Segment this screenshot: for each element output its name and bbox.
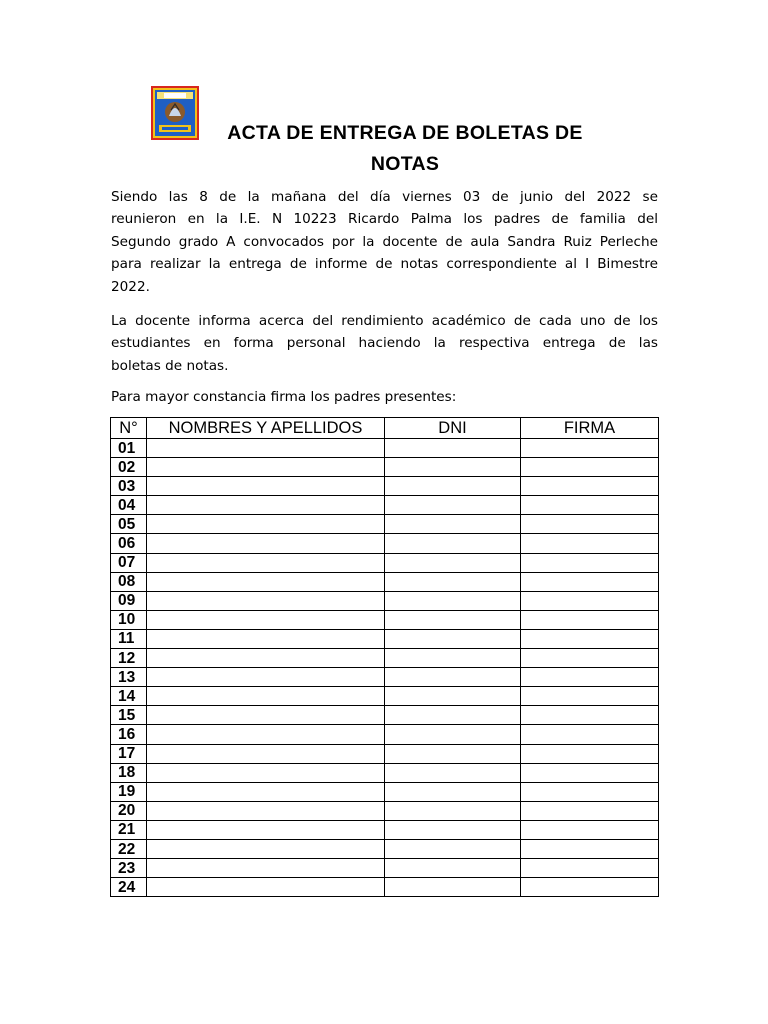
dni-cell[interactable] — [385, 591, 521, 610]
row-number: 11 — [111, 629, 147, 648]
header-number: N° — [111, 418, 147, 439]
report-paragraph — [111, 310, 658, 377]
signature-cell[interactable] — [521, 572, 659, 591]
paragraph-line: estudiantes en forma personal haciendo la respectiva entrega de las — [111, 335, 658, 352]
table-row — [111, 534, 659, 553]
table-row — [111, 649, 659, 668]
name-cell[interactable] — [147, 439, 385, 458]
table-row — [111, 706, 659, 725]
name-cell[interactable] — [147, 610, 385, 629]
table-row — [111, 725, 659, 744]
table-row — [111, 439, 659, 458]
row-number: 13 — [111, 668, 147, 687]
dni-cell[interactable] — [385, 629, 521, 648]
signature-cell[interactable] — [521, 439, 659, 458]
row-number: 17 — [111, 744, 147, 763]
name-cell[interactable] — [147, 553, 385, 572]
row-number: 12 — [111, 649, 147, 668]
signature-cell[interactable] — [521, 763, 659, 782]
paragraph-line: La docente informa acerca del rendimiento académico de cada uno de los — [111, 313, 658, 329]
name-cell[interactable] — [147, 534, 385, 553]
row-number: 04 — [111, 496, 147, 515]
signature-cell[interactable] — [521, 725, 659, 744]
dni-cell[interactable] — [385, 610, 521, 629]
table-row — [111, 859, 659, 878]
name-cell[interactable] — [147, 878, 385, 897]
row-number: 03 — [111, 477, 147, 496]
table-row — [111, 782, 659, 801]
signature-instruction — [111, 386, 658, 408]
row-number: 08 — [111, 572, 147, 591]
dni-cell[interactable] — [385, 477, 521, 496]
table-row — [111, 801, 659, 820]
row-number: 18 — [111, 763, 147, 782]
name-cell[interactable] — [147, 839, 385, 858]
header-names: NOMBRES Y APELLIDOS — [147, 418, 385, 439]
row-number: 05 — [111, 515, 147, 534]
table-row — [111, 668, 659, 687]
row-number: 06 — [111, 534, 147, 553]
signature-cell[interactable] — [521, 515, 659, 534]
dni-cell[interactable] — [385, 687, 521, 706]
dni-cell[interactable] — [385, 496, 521, 515]
paragraph-line: Para mayor constancia firma los padres presentes: — [111, 389, 457, 405]
dni-cell[interactable] — [385, 439, 521, 458]
paragraph-line: boletas de notas. — [111, 357, 229, 374]
dni-cell[interactable] — [385, 458, 521, 477]
name-cell[interactable] — [147, 763, 385, 782]
signature-cell[interactable] — [521, 859, 659, 878]
dni-cell[interactable] — [385, 649, 521, 668]
table-row — [111, 820, 659, 839]
paragraph-line: para realizar la entrega de informe de notas correspondiente al I Bimestre — [111, 256, 658, 273]
table-row — [111, 610, 659, 629]
signature-cell[interactable] — [521, 629, 659, 648]
row-number: 16 — [111, 725, 147, 744]
signature-cell[interactable] — [521, 820, 659, 839]
row-number: 24 — [111, 878, 147, 897]
table-row — [111, 839, 659, 858]
name-cell[interactable] — [147, 515, 385, 534]
dni-cell[interactable] — [385, 706, 521, 725]
dni-cell[interactable] — [385, 668, 521, 687]
dni-cell[interactable] — [385, 515, 521, 534]
row-number: 15 — [111, 706, 147, 725]
paragraph-line: 2022. — [111, 278, 150, 295]
signature-cell[interactable] — [521, 668, 659, 687]
row-number: 20 — [111, 801, 147, 820]
header-signature: FIRMA — [521, 418, 659, 439]
table-row — [111, 553, 659, 572]
table-row — [111, 878, 659, 897]
name-cell[interactable] — [147, 782, 385, 801]
dni-cell[interactable] — [385, 534, 521, 553]
row-number: 19 — [111, 782, 147, 801]
dni-cell[interactable] — [385, 839, 521, 858]
title-line-1: ACTA DE ENTREGA DE BOLETAS DE — [227, 122, 583, 144]
signature-cell[interactable] — [521, 477, 659, 496]
row-number: 07 — [111, 553, 147, 572]
signature-cell[interactable] — [521, 458, 659, 477]
signature-cell[interactable] — [521, 878, 659, 897]
attendance-table — [110, 417, 659, 897]
signature-cell[interactable] — [521, 801, 659, 820]
table-row — [111, 591, 659, 610]
dni-cell[interactable] — [385, 553, 521, 572]
row-number: 22 — [111, 839, 147, 858]
paragraph-line: Segundo grado A convocados por la docente de aula Sandra Ruiz Perleche — [111, 233, 658, 250]
header-dni: DNI — [385, 418, 521, 439]
paragraph-line: reunieron en la I.E. N 10223 Ricardo Palma los padres de familia del — [111, 211, 658, 228]
title-line-2: NOTAS — [370, 153, 440, 175]
signature-cell[interactable] — [521, 687, 659, 706]
signature-cell[interactable] — [521, 496, 659, 515]
table-row — [111, 763, 659, 782]
row-number: 02 — [111, 458, 147, 477]
paragraph-line: Siendo las 8 de la mañana del día viernes 03 de junio del 2022 se — [111, 189, 658, 205]
name-cell[interactable] — [147, 629, 385, 648]
table-row — [111, 477, 659, 496]
row-number: 14 — [111, 687, 147, 706]
signature-cell[interactable] — [521, 610, 659, 629]
table-row — [111, 458, 659, 477]
signature-cell[interactable] — [521, 839, 659, 858]
dni-cell[interactable] — [385, 878, 521, 897]
dni-cell[interactable] — [385, 782, 521, 801]
dni-cell[interactable] — [385, 820, 521, 839]
name-cell[interactable] — [147, 668, 385, 687]
row-number: 21 — [111, 820, 147, 839]
name-cell[interactable] — [147, 706, 385, 725]
signature-cell[interactable] — [521, 706, 659, 725]
name-cell[interactable] — [147, 725, 385, 744]
table-row — [111, 572, 659, 591]
signature-cell[interactable] — [521, 744, 659, 763]
table-row — [111, 687, 659, 706]
name-cell[interactable] — [147, 572, 385, 591]
name-cell[interactable] — [147, 458, 385, 477]
dni-cell[interactable] — [385, 763, 521, 782]
row-number: 23 — [111, 859, 147, 878]
signature-cell[interactable] — [521, 534, 659, 553]
signature-cell[interactable] — [521, 591, 659, 610]
row-number: 01 — [111, 439, 147, 458]
name-cell[interactable] — [147, 859, 385, 878]
signature-cell[interactable] — [521, 782, 659, 801]
name-cell[interactable] — [147, 687, 385, 706]
name-cell[interactable] — [147, 496, 385, 515]
table-row — [111, 744, 659, 763]
dni-cell[interactable] — [385, 859, 521, 878]
name-cell[interactable] — [147, 477, 385, 496]
dni-cell[interactable] — [385, 572, 521, 591]
table-row — [111, 629, 659, 648]
document-title — [170, 118, 640, 180]
dni-cell[interactable] — [385, 801, 521, 820]
name-cell[interactable] — [147, 649, 385, 668]
name-cell[interactable] — [147, 591, 385, 610]
table-row — [111, 496, 659, 515]
name-cell[interactable] — [147, 744, 385, 763]
name-cell[interactable] — [147, 820, 385, 839]
intro-paragraph — [111, 186, 658, 298]
row-number: 09 — [111, 591, 147, 610]
dni-cell[interactable] — [385, 725, 521, 744]
signature-cell[interactable] — [521, 649, 659, 668]
table-header-row — [111, 418, 659, 439]
row-number: 10 — [111, 610, 147, 629]
signature-cell[interactable] — [521, 553, 659, 572]
dni-cell[interactable] — [385, 744, 521, 763]
name-cell[interactable] — [147, 801, 385, 820]
table-row — [111, 515, 659, 534]
